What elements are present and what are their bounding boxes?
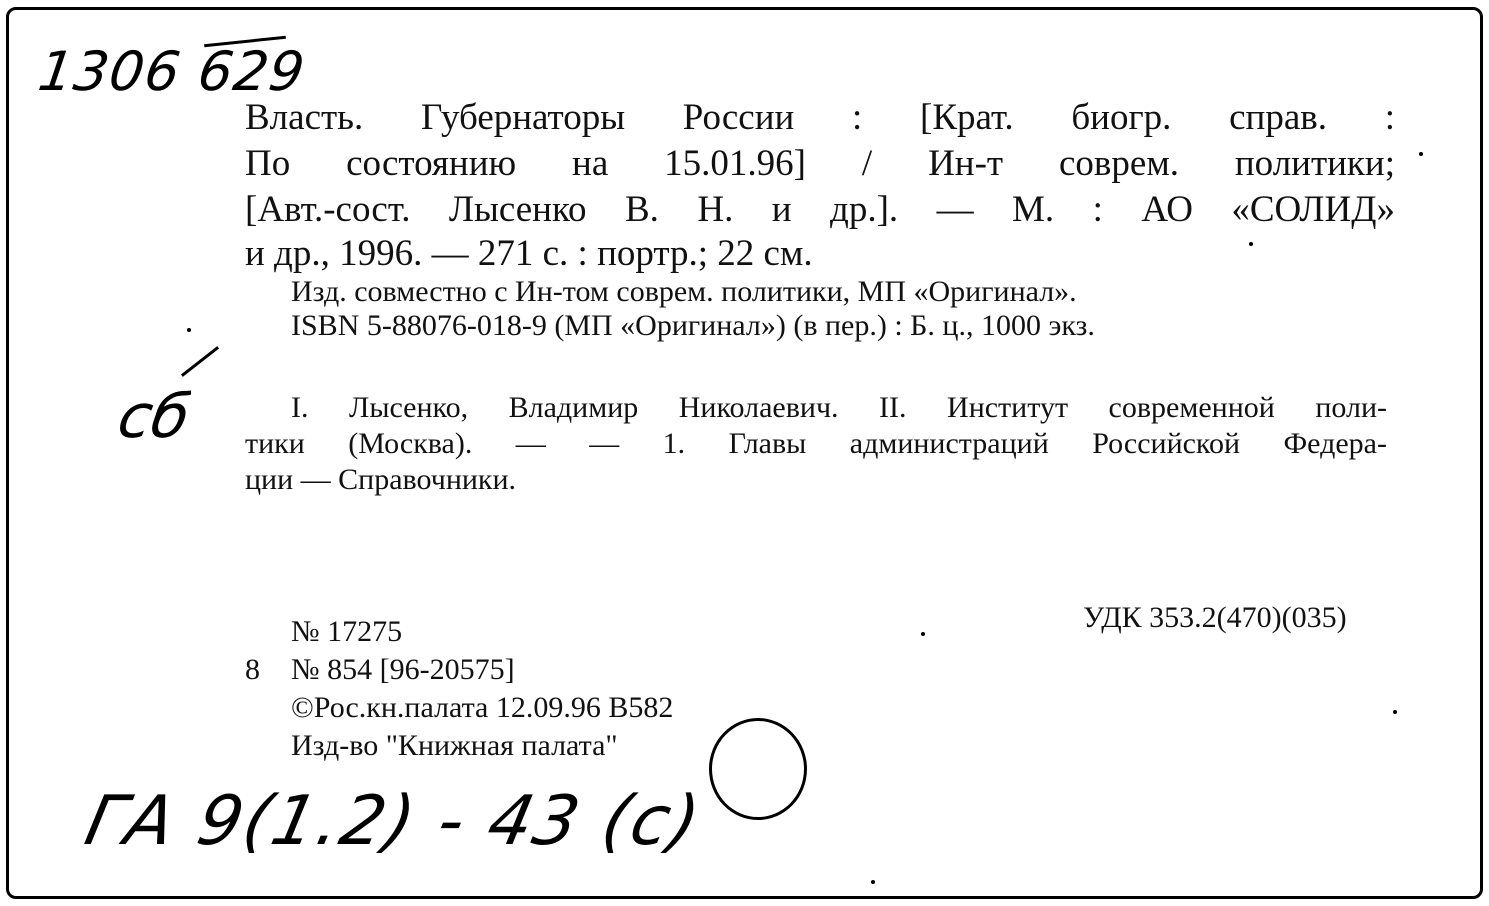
- circle-stamp: [709, 718, 807, 820]
- note-publication: Изд. совместно с Ин-том соврем. политики, МП «Оригинал».: [291, 275, 1077, 308]
- speck: [921, 632, 925, 636]
- copyright-line: ©Рос.кн.палата 12.09.96 В582: [291, 691, 674, 724]
- speck: [871, 880, 875, 884]
- speck: [1249, 242, 1253, 246]
- note-isbn: ISBN 5-88076-018-9 (МП «Оригинал») (в пер.) : Б. ц., 1000 экз.: [291, 309, 1095, 342]
- title-line-1: Власть. Губернаторы России : [Крат. биогр. справ. :: [245, 97, 1395, 138]
- speck: [1393, 710, 1397, 714]
- tracing-line-1: I. Лысенко, Владимир Николаевич. II. Институт современной поли-: [291, 391, 1387, 424]
- copy-count: 8: [245, 653, 260, 686]
- handwritten-stroke: [181, 346, 219, 377]
- speck: [1419, 152, 1423, 156]
- tracing-line-3: ции — Справочники.: [245, 463, 517, 496]
- speck: [187, 328, 191, 332]
- registration-number: № 854 [96-20575]: [291, 653, 515, 686]
- publisher-line: Изд-во "Книжная палата": [291, 729, 618, 762]
- record-number: № 17275: [291, 615, 403, 648]
- udk-code: УДК 353.2(470)(035): [1083, 601, 1347, 634]
- tracing-line-2: тики (Москва). — — 1. Главы администраций Российской Федера-: [245, 427, 1387, 460]
- handwritten-number: 1306 629: [34, 40, 310, 103]
- title-line-3: [Авт.-сост. Лысенко В. Н. и др.]. — М. : АО «СОЛИД»: [245, 189, 1395, 230]
- catalog-card: [6, 7, 1483, 899]
- handwritten-sb: сб: [112, 382, 196, 452]
- title-line-2: По состоянию на 15.01.96] / Ин-т соврем. политики;: [245, 143, 1395, 184]
- handwritten-shelf-mark: ГА 9(1.2) - 43 (с): [78, 782, 709, 861]
- title-line-4: и др., 1996. — 271 с. : портр.; 22 см.: [245, 233, 813, 274]
